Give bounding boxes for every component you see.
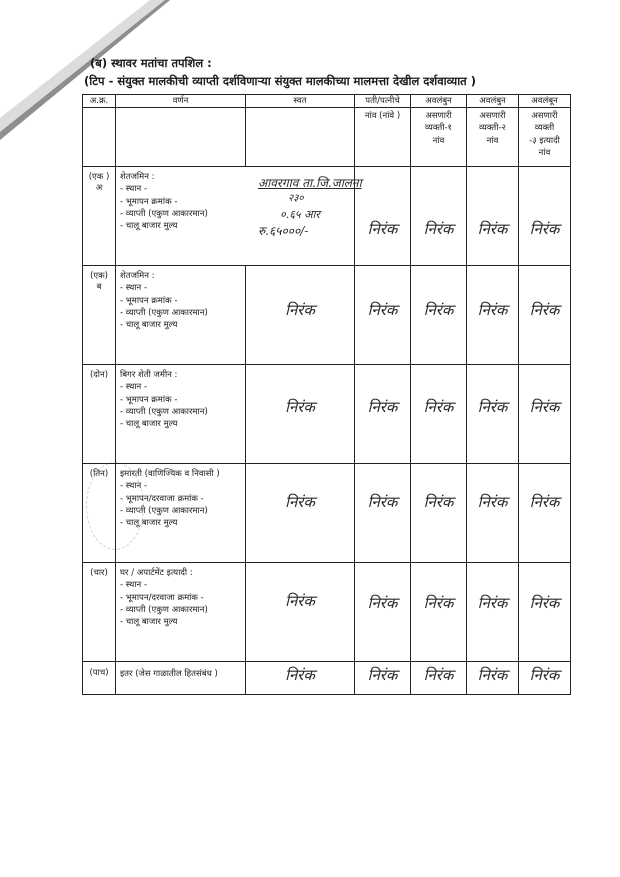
- col-dep3: अवलंबून: [519, 95, 571, 108]
- self-value: निरंक: [285, 666, 315, 684]
- spouse-value: निरंक: [367, 493, 398, 511]
- dep3-value: निरंक: [529, 398, 560, 416]
- dep3-value: निरंक: [529, 301, 560, 319]
- row-code: (तिन): [89, 469, 109, 479]
- dep1-value: निरंक: [423, 666, 454, 684]
- dep1-value: निरंक: [423, 220, 454, 238]
- spouse-value: निरंक: [367, 220, 398, 238]
- table-row: (तिन) इमारती (वाणिज्यिक व निवासी ) - स्थान - - भूमापन/दरवाजा क्रमांक - - व्याप्ती (एकुण आकारमान) - चालू बाजार मुल्य निरंक निरंक निरंक निरंक निरंक: [83, 464, 571, 563]
- col-self: स्वत: [246, 95, 355, 108]
- dep2-value: निरंक: [477, 493, 508, 511]
- row-title: बिगर शेती जमीन :: [120, 370, 178, 380]
- table-row: (दोन) बिगर शेती जमीन : - स्थान - - भूमापन क्रमांक - - व्याप्ती (एकुण आकारमान) - चालू बाजार मुल्य निरंक निरंक निरंक निरंक निरंक: [83, 365, 571, 464]
- col-dep1: अवलंबुन: [411, 95, 467, 108]
- dep3-value: निरंक: [529, 594, 560, 612]
- table-row: [83, 662, 571, 695]
- spouse-sub: नांव (नांवे ): [364, 111, 401, 121]
- col-sr: अ.क्र.: [83, 95, 116, 108]
- row-title: शेतजमिन :: [120, 271, 155, 281]
- dep2-value: निरंक: [477, 666, 508, 684]
- row-title: इमारती (वाणिज्यिक व निवासी ): [120, 469, 220, 479]
- self-value: निरंक: [285, 592, 315, 610]
- spouse-value: निरंक: [367, 666, 398, 684]
- row-code: (एक): [90, 271, 108, 281]
- dep2-value: निरंक: [477, 398, 508, 416]
- dep1-value: निरंक: [423, 398, 454, 416]
- subheader-row: नांव (नांवे ) असणारी व्यक्ती-१ नांव असणारी व्यक्ती-२ नांव असणारी व्यक्ती -३ इत्यादी नांव: [83, 108, 571, 167]
- table-row: (एक) ब शेतजमिन : - स्थान - - भूमापन क्रमांक - - व्याप्ती (एकुण आकारमान) - चालू बाजार मुल्य निरंक निरंक निरंक निरंक निरंक: [83, 266, 571, 365]
- dep2-value: निरंक: [477, 220, 508, 238]
- row-code: (दोन): [89, 370, 109, 380]
- immovable-assets-table: [82, 94, 571, 695]
- table-row: (चार) घर / अपार्टमेंट इत्यादी : - स्थान - - भूमापन/दरवाजा क्रमांक - - व्याप्ती (एकुण आकारमान) - चालू बाजार मुल्य निरंक निरंक निरंक निरंक निरंक: [83, 563, 571, 662]
- col-dep2: अवलंबुन: [467, 95, 519, 108]
- dep3-value: निरंक: [529, 666, 560, 684]
- spouse-value: निरंक: [367, 398, 398, 416]
- col-description: वर्णन: [116, 95, 246, 108]
- handwritten-self-value: आवरगाव ता.जि.जालना २३० ०.६५ आर रु.६५०००/-: [258, 176, 362, 238]
- spouse-value: निरंक: [367, 301, 398, 319]
- row-code: (पाच): [89, 668, 109, 678]
- section-heading: (ब) स्थावर मतांचा तपशिल :: [90, 56, 212, 70]
- row-code: (चार): [90, 568, 108, 578]
- dep1-value: निरंक: [423, 493, 454, 511]
- dep3-value: निरंक: [529, 493, 560, 511]
- spouse-value: निरंक: [367, 594, 398, 612]
- dep3-value: निरंक: [529, 220, 560, 238]
- row-title: इतर (जेस गाळातील हितसंबंध ): [120, 669, 218, 679]
- dep2-value: निरंक: [477, 594, 508, 612]
- dep1-value: निरंक: [423, 594, 454, 612]
- self-value: निरंक: [285, 493, 315, 511]
- dep1-value: निरंक: [423, 301, 454, 319]
- row-title: घर / अपार्टमेंट इत्यादी :: [120, 568, 193, 578]
- row-title: शेतजमिन :: [120, 172, 155, 182]
- self-value: निरंक: [285, 398, 315, 416]
- dep2-value: निरंक: [477, 301, 508, 319]
- self-value: निरंक: [285, 301, 315, 319]
- section-note: (टिप - संयुक्त मालकीची व्याप्ती दर्शविणाऱ्या संयुक्त मालकीच्या मालमत्ता देखील दर्शवाव्यात ): [84, 74, 476, 88]
- row-code: (एक ): [88, 172, 110, 182]
- header-row: [83, 95, 571, 108]
- table-row: (एक ) अ शेतजमिन : - स्थान - - भूमापन क्रमांक - - व्याप्ती (एकुण आकारमान) - चालू बाजार मुल्य आवरगाव ता.जि.जालना २३० ०.६५ आर रु.६५०००/- निरंक निरंक निरंक निरंक: [83, 167, 571, 266]
- col-spouse: पती/पत्नीचे: [355, 95, 411, 108]
